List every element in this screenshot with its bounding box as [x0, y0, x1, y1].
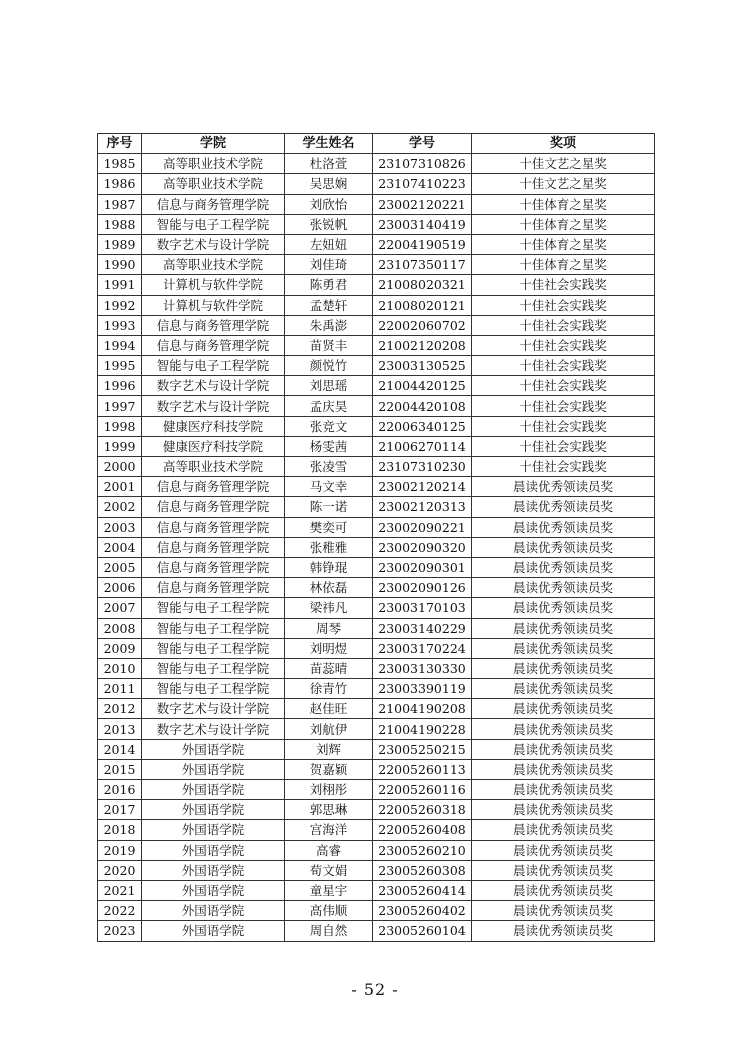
college-cell: 信息与商务管理学院: [142, 537, 285, 557]
student-name-cell: 刘明煜: [285, 638, 373, 658]
header-college: 学院: [142, 134, 285, 154]
college-cell: 外国语学院: [142, 860, 285, 880]
serial-number-cell: 2014: [98, 739, 142, 759]
student-id-cell: 23005260308: [373, 860, 472, 880]
student-name-cell: 刘辉: [285, 739, 373, 759]
student-id-cell: 23003170224: [373, 638, 472, 658]
award-cell: 十佳社会实践奖: [472, 436, 655, 456]
award-cell: 晨读优秀领读员奖: [472, 921, 655, 941]
award-cell: 十佳社会实践奖: [472, 376, 655, 396]
serial-number-cell: 2019: [98, 840, 142, 860]
serial-number-cell: 2001: [98, 477, 142, 497]
student-id-cell: 23003130525: [373, 356, 472, 376]
student-name-cell: 高睿: [285, 840, 373, 860]
serial-number-cell: 1994: [98, 335, 142, 355]
student-name-cell: 刘航伊: [285, 719, 373, 739]
college-cell: 智能与电子工程学院: [142, 618, 285, 638]
student-name-cell: 杨雯茜: [285, 436, 373, 456]
student-name-cell: 苗贤丰: [285, 335, 373, 355]
student-id-cell: 23002120214: [373, 477, 472, 497]
student-name-cell: 左妞妞: [285, 234, 373, 254]
serial-number-cell: 1987: [98, 194, 142, 214]
award-cell: 晨读优秀领读员奖: [472, 497, 655, 517]
award-cell: 晨读优秀领读员奖: [472, 860, 655, 880]
serial-number-cell: 1985: [98, 154, 142, 174]
student-name-cell: 张竞文: [285, 416, 373, 436]
student-id-cell: 23002090221: [373, 517, 472, 537]
table-body: [98, 154, 655, 941]
award-cell: 十佳社会实践奖: [472, 335, 655, 355]
award-cell: 晨读优秀领读员奖: [472, 638, 655, 658]
student-id-cell: 21008020121: [373, 295, 472, 315]
student-id-cell: 22002060702: [373, 315, 472, 335]
award-cell: 十佳社会实践奖: [472, 315, 655, 335]
table-row: [98, 679, 655, 699]
serial-number-cell: 1986: [98, 174, 142, 194]
serial-number-cell: 2021: [98, 880, 142, 900]
student-id-cell: 23002090301: [373, 557, 472, 577]
award-cell: 晨读优秀领读员奖: [472, 759, 655, 779]
student-name-cell: 孟庆昊: [285, 396, 373, 416]
table-row: [98, 800, 655, 820]
serial-number-cell: 2013: [98, 719, 142, 739]
table-row: [98, 638, 655, 658]
serial-number-cell: 1993: [98, 315, 142, 335]
student-id-cell: 22005260408: [373, 820, 472, 840]
student-id-cell: 23002120313: [373, 497, 472, 517]
serial-number-cell: 2007: [98, 598, 142, 618]
college-cell: 外国语学院: [142, 739, 285, 759]
serial-number-cell: 2010: [98, 658, 142, 678]
college-cell: 智能与电子工程学院: [142, 638, 285, 658]
student-id-cell: 23003140419: [373, 214, 472, 234]
student-id-cell: 23002120221: [373, 194, 472, 214]
student-name-cell: 苗蕊晴: [285, 658, 373, 678]
page-number: - 52 -: [351, 980, 399, 999]
college-cell: 智能与电子工程学院: [142, 598, 285, 618]
table-row: [98, 860, 655, 880]
award-cell: 十佳社会实践奖: [472, 275, 655, 295]
table-row: [98, 335, 655, 355]
college-cell: 高等职业技术学院: [142, 255, 285, 275]
award-cell: 十佳社会实践奖: [472, 396, 655, 416]
college-cell: 信息与商务管理学院: [142, 477, 285, 497]
table-row: [98, 477, 655, 497]
award-cell: 晨读优秀领读员奖: [472, 537, 655, 557]
college-cell: 数字艺术与设计学院: [142, 699, 285, 719]
college-cell: 外国语学院: [142, 820, 285, 840]
table-row: [98, 759, 655, 779]
table-row: [98, 255, 655, 275]
table-row: [98, 699, 655, 719]
student-name-cell: 孟楚轩: [285, 295, 373, 315]
student-name-cell: 杜洛萱: [285, 154, 373, 174]
college-cell: 外国语学院: [142, 800, 285, 820]
table-row: [98, 497, 655, 517]
award-cell: 晨读优秀领读员奖: [472, 578, 655, 598]
table-row: [98, 739, 655, 759]
serial-number-cell: 2002: [98, 497, 142, 517]
student-id-cell: 22005260113: [373, 759, 472, 779]
table-row: [98, 921, 655, 941]
serial-number-cell: 2006: [98, 578, 142, 598]
serial-number-cell: 1996: [98, 376, 142, 396]
college-cell: 智能与电子工程学院: [142, 214, 285, 234]
table-row: [98, 598, 655, 618]
college-cell: 外国语学院: [142, 780, 285, 800]
table-row: [98, 275, 655, 295]
table-row: [98, 154, 655, 174]
table-row: [98, 820, 655, 840]
student-id-cell: 23003130330: [373, 658, 472, 678]
table-row: [98, 840, 655, 860]
table-row: [98, 315, 655, 335]
serial-number-cell: 2009: [98, 638, 142, 658]
college-cell: 信息与商务管理学院: [142, 517, 285, 537]
student-name-cell: 梁祎凡: [285, 598, 373, 618]
table-row: [98, 719, 655, 739]
serial-number-cell: 2005: [98, 557, 142, 577]
serial-number-cell: 2020: [98, 860, 142, 880]
student-name-cell: 樊奕可: [285, 517, 373, 537]
college-cell: 健康医疗科技学院: [142, 416, 285, 436]
table-row: [98, 557, 655, 577]
table-row: [98, 295, 655, 315]
student-name-cell: 刘思瑶: [285, 376, 373, 396]
college-cell: 计算机与软件学院: [142, 275, 285, 295]
serial-number-cell: 2000: [98, 457, 142, 477]
college-cell: 信息与商务管理学院: [142, 194, 285, 214]
table-row: [98, 416, 655, 436]
student-id-cell: 22005260318: [373, 800, 472, 820]
college-cell: 高等职业技术学院: [142, 174, 285, 194]
student-name-cell: 高伟顺: [285, 901, 373, 921]
student-id-cell: 23003170103: [373, 598, 472, 618]
serial-number-cell: 2011: [98, 679, 142, 699]
college-cell: 智能与电子工程学院: [142, 679, 285, 699]
serial-number-cell: 1992: [98, 295, 142, 315]
award-cell: 晨读优秀领读员奖: [472, 880, 655, 900]
student-name-cell: 童星宇: [285, 880, 373, 900]
award-cell: 晨读优秀领读员奖: [472, 699, 655, 719]
award-cell: 晨读优秀领读员奖: [472, 658, 655, 678]
student-name-cell: 徐青竹: [285, 679, 373, 699]
table-row: [98, 234, 655, 254]
award-cell: 晨读优秀领读员奖: [472, 840, 655, 860]
serial-number-cell: 1999: [98, 436, 142, 456]
student-id-cell: 22005260116: [373, 780, 472, 800]
award-cell: 晨读优秀领读员奖: [472, 820, 655, 840]
serial-number-cell: 2015: [98, 759, 142, 779]
college-cell: 外国语学院: [142, 901, 285, 921]
award-cell: 晨读优秀领读员奖: [472, 679, 655, 699]
student-name-cell: 宫海洋: [285, 820, 373, 840]
college-cell: 数字艺术与设计学院: [142, 376, 285, 396]
table-row: [98, 780, 655, 800]
college-cell: 信息与商务管理学院: [142, 335, 285, 355]
college-cell: 外国语学院: [142, 921, 285, 941]
header-award: 奖项: [472, 134, 655, 154]
table-row: [98, 174, 655, 194]
table-row: [98, 436, 655, 456]
college-cell: 高等职业技术学院: [142, 154, 285, 174]
serial-number-cell: 1995: [98, 356, 142, 376]
student-name-cell: 林依磊: [285, 578, 373, 598]
serial-number-cell: 2016: [98, 780, 142, 800]
award-cell: 十佳社会实践奖: [472, 295, 655, 315]
student-name-cell: 陈勇君: [285, 275, 373, 295]
serial-number-cell: 2022: [98, 901, 142, 921]
college-cell: 信息与商务管理学院: [142, 578, 285, 598]
table-row: [98, 537, 655, 557]
student-id-cell: 23003140229: [373, 618, 472, 638]
college-cell: 信息与商务管理学院: [142, 315, 285, 335]
table-header-row: [98, 134, 655, 154]
student-name-cell: 吴思娴: [285, 174, 373, 194]
header-serial-number: 序号: [98, 134, 142, 154]
award-cell: 十佳体育之星奖: [472, 234, 655, 254]
table-row: [98, 376, 655, 396]
award-cell: 晨读优秀领读员奖: [472, 598, 655, 618]
serial-number-cell: 2003: [98, 517, 142, 537]
award-cell: 十佳体育之星奖: [472, 255, 655, 275]
award-cell: 晨读优秀领读员奖: [472, 557, 655, 577]
student-id-cell: 23005250215: [373, 739, 472, 759]
student-id-cell: 23107410223: [373, 174, 472, 194]
college-cell: 外国语学院: [142, 759, 285, 779]
college-cell: 信息与商务管理学院: [142, 497, 285, 517]
award-cell: 晨读优秀领读员奖: [472, 719, 655, 739]
student-name-cell: 张锐帆: [285, 214, 373, 234]
student-id-cell: 22004190519: [373, 234, 472, 254]
student-name-cell: 周自然: [285, 921, 373, 941]
student-id-cell: 21006270114: [373, 436, 472, 456]
serial-number-cell: 2017: [98, 800, 142, 820]
award-cell: 晨读优秀领读员奖: [472, 780, 655, 800]
student-id-cell: 21004190208: [373, 699, 472, 719]
table-row: [98, 457, 655, 477]
student-name-cell: 周琴: [285, 618, 373, 638]
student-name-cell: 韩铮琨: [285, 557, 373, 577]
table-row: [98, 880, 655, 900]
student-id-cell: 23002090126: [373, 578, 472, 598]
student-id-cell: 21008020321: [373, 275, 472, 295]
serial-number-cell: 2004: [98, 537, 142, 557]
college-cell: 健康医疗科技学院: [142, 436, 285, 456]
table-row: [98, 396, 655, 416]
college-cell: 智能与电子工程学院: [142, 356, 285, 376]
award-cell: 十佳社会实践奖: [472, 356, 655, 376]
table-row: [98, 578, 655, 598]
serial-number-cell: 1997: [98, 396, 142, 416]
serial-number-cell: 1991: [98, 275, 142, 295]
college-cell: 外国语学院: [142, 840, 285, 860]
table-row: [98, 214, 655, 234]
award-cell: 十佳社会实践奖: [472, 457, 655, 477]
college-cell: 智能与电子工程学院: [142, 658, 285, 678]
student-id-cell: 22004420108: [373, 396, 472, 416]
student-name-cell: 刘欣怡: [285, 194, 373, 214]
award-cell: 晨读优秀领读员奖: [472, 618, 655, 638]
student-name-cell: 刘佳琦: [285, 255, 373, 275]
student-id-cell: 21004190228: [373, 719, 472, 739]
student-name-cell: 荀文娟: [285, 860, 373, 880]
award-cell: 十佳文艺之星奖: [472, 174, 655, 194]
college-cell: 数字艺术与设计学院: [142, 396, 285, 416]
student-name-cell: 马文幸: [285, 477, 373, 497]
student-id-cell: 23002090320: [373, 537, 472, 557]
student-name-cell: 刘栩彤: [285, 780, 373, 800]
student-name-cell: 赵佳旺: [285, 699, 373, 719]
student-id-cell: 23005260402: [373, 901, 472, 921]
table-row: [98, 658, 655, 678]
award-cell: 晨读优秀领读员奖: [472, 517, 655, 537]
table-row: [98, 517, 655, 537]
serial-number-cell: 2023: [98, 921, 142, 941]
student-name-cell: 贺嘉颖: [285, 759, 373, 779]
table-row: [98, 356, 655, 376]
award-cell: 十佳体育之星奖: [472, 214, 655, 234]
award-cell: 十佳社会实践奖: [472, 416, 655, 436]
college-cell: 计算机与软件学院: [142, 295, 285, 315]
header-student-name: 学生姓名: [285, 134, 373, 154]
table-row: [98, 901, 655, 921]
award-cell: 晨读优秀领读员奖: [472, 800, 655, 820]
award-cell: 十佳文艺之星奖: [472, 154, 655, 174]
student-id-cell: 23005260210: [373, 840, 472, 860]
student-name-cell: 陈一诺: [285, 497, 373, 517]
student-id-cell: 23107350117: [373, 255, 472, 275]
student-id-cell: 23005260414: [373, 880, 472, 900]
student-id-cell: 23003390119: [373, 679, 472, 699]
college-cell: 数字艺术与设计学院: [142, 234, 285, 254]
award-cell: 晨读优秀领读员奖: [472, 477, 655, 497]
student-name-cell: 颜悦竹: [285, 356, 373, 376]
college-cell: 高等职业技术学院: [142, 457, 285, 477]
serial-number-cell: 1988: [98, 214, 142, 234]
student-name-cell: 郭思琳: [285, 800, 373, 820]
award-roster-table: [97, 133, 655, 942]
student-id-cell: 23005260104: [373, 921, 472, 941]
student-name-cell: 张稚雅: [285, 537, 373, 557]
serial-number-cell: 2008: [98, 618, 142, 638]
serial-number-cell: 1990: [98, 255, 142, 275]
table-row: [98, 618, 655, 638]
student-id-cell: 22006340125: [373, 416, 472, 436]
student-name-cell: 朱禹澎: [285, 315, 373, 335]
serial-number-cell: 1998: [98, 416, 142, 436]
award-cell: 晨读优秀领读员奖: [472, 739, 655, 759]
student-id-cell: 23107310826: [373, 154, 472, 174]
award-cell: 十佳体育之星奖: [472, 194, 655, 214]
header-student-id: 学号: [373, 134, 472, 154]
student-id-cell: 21004420125: [373, 376, 472, 396]
student-name-cell: 张凌雪: [285, 457, 373, 477]
serial-number-cell: 1989: [98, 234, 142, 254]
serial-number-cell: 2012: [98, 699, 142, 719]
award-cell: 晨读优秀领读员奖: [472, 901, 655, 921]
college-cell: 外国语学院: [142, 880, 285, 900]
college-cell: 数字艺术与设计学院: [142, 719, 285, 739]
student-id-cell: 23107310230: [373, 457, 472, 477]
college-cell: 信息与商务管理学院: [142, 557, 285, 577]
serial-number-cell: 2018: [98, 820, 142, 840]
student-id-cell: 21002120208: [373, 335, 472, 355]
table-row: [98, 194, 655, 214]
